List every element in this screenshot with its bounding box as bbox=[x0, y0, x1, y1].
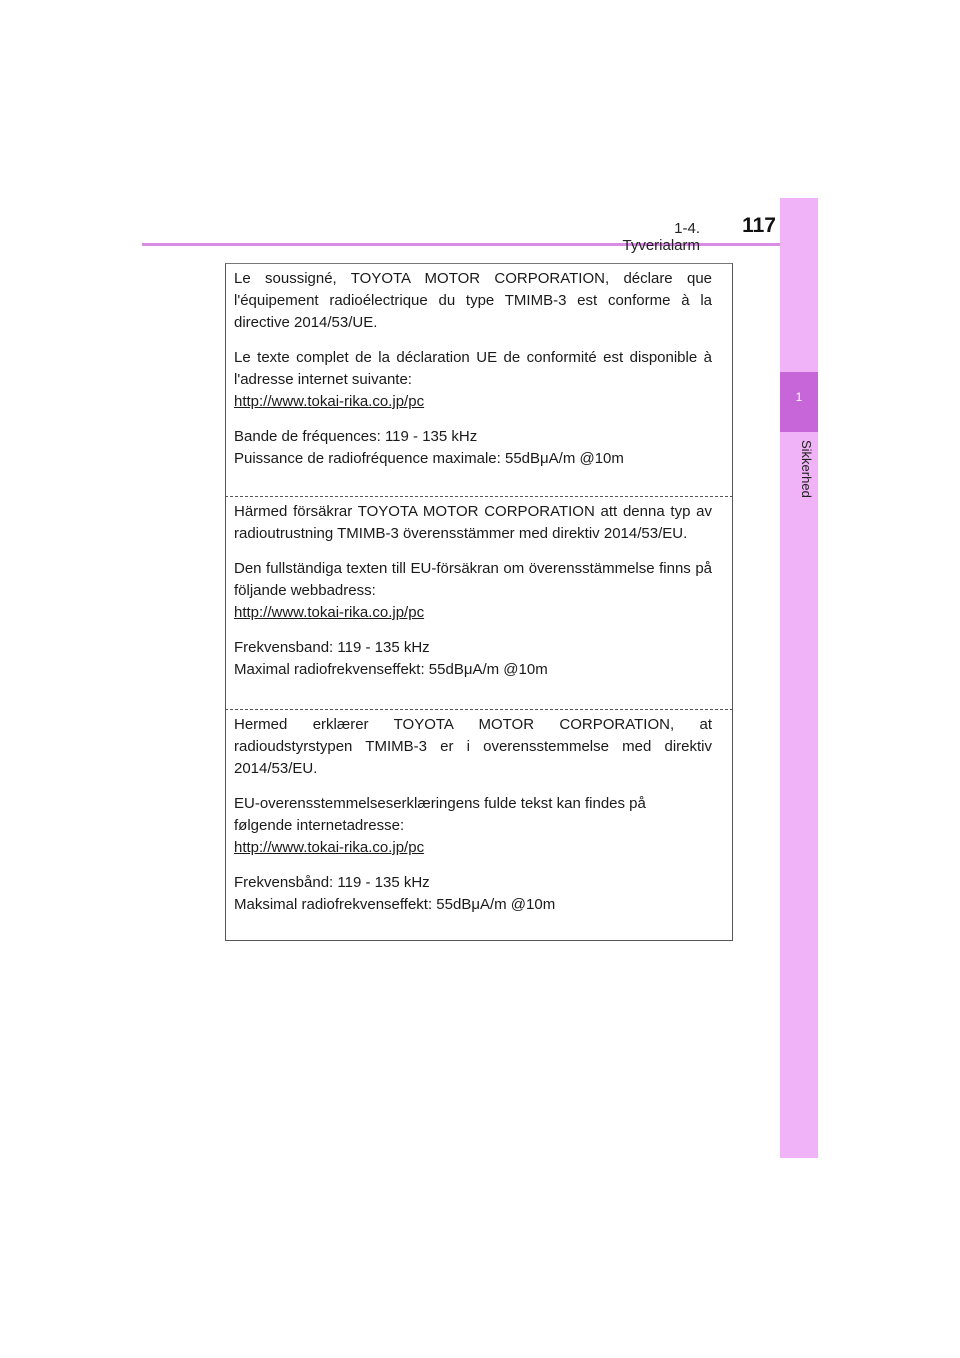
header-rule bbox=[142, 243, 818, 246]
declaration-url-link[interactable]: http://www.tokai-rika.co.jp/pc bbox=[234, 393, 425, 410]
power-text: Maximal radiofrekvenseffekt: 55dBμA/m @10m bbox=[234, 661, 548, 678]
declaration-intro: EU-overensstemmelseserklæringens fulde tekst kan findes på følgende internetadresse: http://www.tokai-rika.co.jp/pc bbox=[234, 795, 646, 856]
section-divider bbox=[225, 709, 733, 710]
power-text: Maksimal radiofrekvenseffekt: 55dBμA/m @10m bbox=[234, 896, 556, 913]
frequency-text: Bande de fréquences: 119 - 135 kHz bbox=[234, 428, 478, 445]
declaration-french bbox=[234, 268, 712, 470]
frequency-text: Frekvensbånd: 119 - 135 kHz bbox=[234, 874, 430, 891]
declaration-swedish bbox=[234, 501, 712, 681]
page-number: 117 bbox=[742, 214, 776, 237]
declaration-box bbox=[225, 263, 733, 941]
declaration-specs bbox=[234, 637, 712, 681]
declaration-text: Härmed försäkrar TOYOTA MOTOR CORPORATION att denna typ av radioutrustning TMIMB-3 överensstämmer med direktiv 2014/53/EU. bbox=[234, 503, 712, 542]
declaration-text: Le soussigné, TOYOTA MOTOR CORPORATION, déclare que l'équipement radioélectrique du type TMIMB-3 est conforme à la directive 2014/53/UE. bbox=[234, 270, 712, 331]
declaration-intro: Den fullständiga texten till EU-försäkran om överensstämmelse finns på följande webbadress: http://www.tokai-rika.co.jp/pc bbox=[234, 560, 712, 621]
chapter-side-tab bbox=[780, 198, 818, 1158]
declaration-text: Hermed erklærer TOYOTA MOTOR CORPORATION, at radioudstyrstypen TMIMB-3 er i overensstemmelse med direktiv 2014/53/EU. bbox=[234, 716, 712, 777]
declaration-specs bbox=[234, 426, 712, 470]
declaration-intro: Le texte complet de la déclaration UE de conformité est disponible à l'adresse internet suivante: http://www.tokai-rika.co.jp/pc bbox=[234, 349, 712, 410]
declaration-url-link[interactable]: http://www.tokai-rika.co.jp/pc bbox=[234, 604, 425, 621]
declaration-url-link[interactable]: http://www.tokai-rika.co.jp/pc bbox=[234, 839, 425, 856]
power-text: Puissance de radiofréquence maximale: 55dBμA/m @10m bbox=[234, 450, 624, 467]
section-divider bbox=[225, 496, 733, 497]
declaration-specs bbox=[234, 872, 712, 916]
declaration-danish bbox=[234, 714, 712, 916]
section-title: 1-4. Tyverialarm bbox=[622, 220, 700, 254]
frequency-text: Frekvensband: 119 - 135 kHz bbox=[234, 639, 430, 656]
chapter-number: 1 bbox=[795, 390, 803, 404]
chapter-label: Sikkerhed bbox=[799, 440, 814, 498]
